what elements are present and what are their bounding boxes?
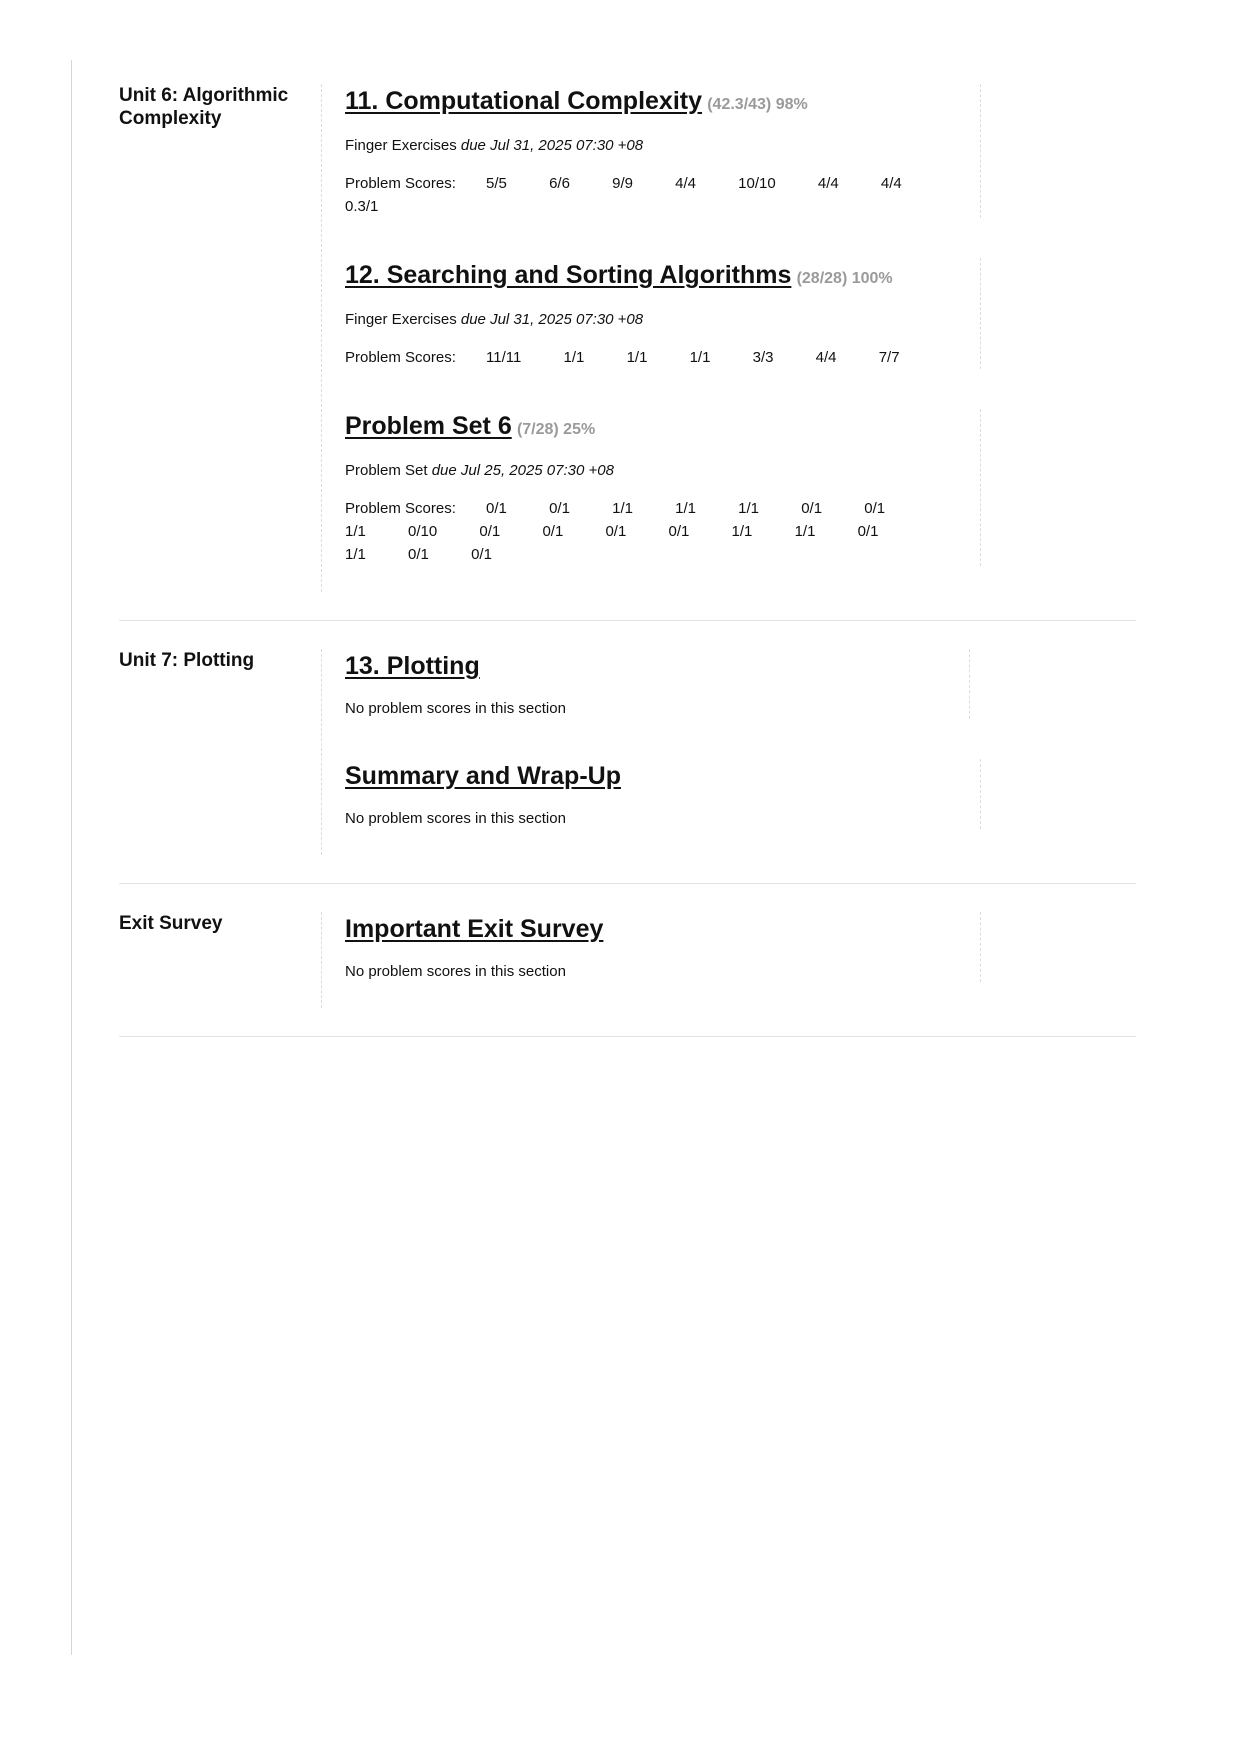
problem-score: 1/1 (689, 349, 711, 366)
no-scores-message: No problem scores in this section (345, 810, 566, 827)
section-important-exit-survey (345, 912, 981, 982)
section-link[interactable]: Summary and Wrap-Up (345, 762, 621, 790)
chapter-exit-survey (119, 884, 1136, 1037)
section-format: Finger Exercises (345, 137, 457, 154)
problem-score: 1/1 (794, 523, 816, 540)
section-link[interactable]: Problem Set 6 (345, 412, 512, 440)
problem-score: 0/1 (864, 500, 886, 517)
problem-score: 0/1 (549, 500, 570, 517)
chapter-sections (321, 912, 1136, 1008)
section-summary-and-wrap-up (345, 759, 981, 829)
problem-score: 0/1 (605, 523, 627, 540)
problem-score: 0/1 (486, 500, 507, 517)
chapter-title: Unit 7: Plotting (119, 650, 255, 671)
no-scores-message: No problem scores in this section (345, 963, 566, 980)
section-link[interactable]: 12. Searching and Sorting Algorithms (345, 261, 792, 289)
problem-score: 4/4 (817, 175, 839, 192)
section-searching-and-sorting (345, 258, 981, 369)
problem-scores-label: Problem Scores: (345, 500, 456, 517)
section-plotting (345, 649, 970, 719)
section-heading (345, 912, 972, 948)
problem-score: 0/1 (471, 546, 492, 563)
section-subtitle (345, 310, 972, 330)
problem-score: 0/1 (408, 546, 429, 563)
section-heading (345, 409, 972, 447)
problem-score: 0/1 (479, 523, 501, 540)
section-heading (345, 649, 961, 685)
problem-score: 4/4 (880, 175, 902, 192)
problem-score: 11/11 (486, 349, 522, 366)
section-score: (42.3/43) 98% (707, 96, 808, 113)
problem-scores-label: Problem Scores: (345, 175, 456, 192)
problem-score: 1/1 (731, 523, 753, 540)
problem-score: 0.3/1 (345, 198, 379, 215)
problem-score: 4/4 (675, 175, 696, 192)
section-format: Finger Exercises (345, 311, 457, 328)
section-due-date: due Jul 31, 2025 07:30 +08 (460, 311, 644, 328)
problem-scores (345, 172, 972, 218)
chapter-sections (321, 649, 1136, 855)
chapter-title: Exit Survey (119, 913, 223, 934)
section-format: Problem Set (345, 462, 428, 479)
problem-scores-label: Problem Scores: (345, 349, 456, 366)
problem-score: 1/1 (345, 523, 366, 540)
section-due-date: due Jul 31, 2025 07:30 +08 (460, 137, 644, 154)
section-subtitle (345, 136, 972, 156)
problem-score: 0/1 (542, 523, 564, 540)
problem-score: 10/10 (738, 175, 776, 192)
section-due-date: due Jul 25, 2025 07:30 +08 (431, 462, 614, 479)
section-score: (7/28) 25% (516, 421, 596, 438)
problem-score: 0/1 (668, 523, 690, 540)
problem-score: 1/1 (626, 349, 648, 366)
problem-scores (345, 497, 972, 566)
section-link[interactable]: 13. Plotting (345, 652, 480, 680)
problem-score: 1/1 (738, 500, 760, 517)
problem-score: 1/1 (675, 500, 696, 517)
progress-chapters (119, 84, 1136, 1037)
problem-score: 0/1 (857, 523, 879, 540)
problem-score: 0/10 (408, 523, 438, 540)
section-link[interactable]: 11. Computational Complexity (345, 87, 703, 115)
section-problem-set-6 (345, 409, 981, 566)
section-heading (345, 759, 972, 795)
section-subtitle (345, 461, 972, 481)
section-heading (345, 258, 972, 296)
chapter-sections (321, 84, 1136, 592)
problem-score: 1/1 (563, 349, 585, 366)
section-link[interactable]: Important Exit Survey (345, 915, 604, 943)
chapter-title: Unit 6: Algorithmic Complexity (119, 85, 289, 129)
problem-score: 1/1 (345, 546, 366, 563)
problem-score: 1/1 (612, 500, 633, 517)
problem-score: 4/4 (815, 349, 837, 366)
no-scores-message: No problem scores in this section (345, 700, 566, 717)
problem-score: 6/6 (549, 175, 570, 192)
chapter-unit-7 (119, 621, 1136, 884)
section-computational-complexity (345, 84, 981, 218)
page-left-rule (71, 60, 72, 1655)
problem-score: 3/3 (752, 349, 774, 366)
problem-score: 0/1 (801, 500, 823, 517)
section-heading (345, 84, 972, 122)
chapter-unit-6 (119, 84, 1136, 621)
problem-score: 9/9 (612, 175, 633, 192)
problem-score: 7/7 (878, 349, 900, 366)
problem-scores (345, 346, 972, 369)
problem-score: 5/5 (486, 175, 507, 192)
section-score: (28/28) 100% (796, 270, 893, 287)
